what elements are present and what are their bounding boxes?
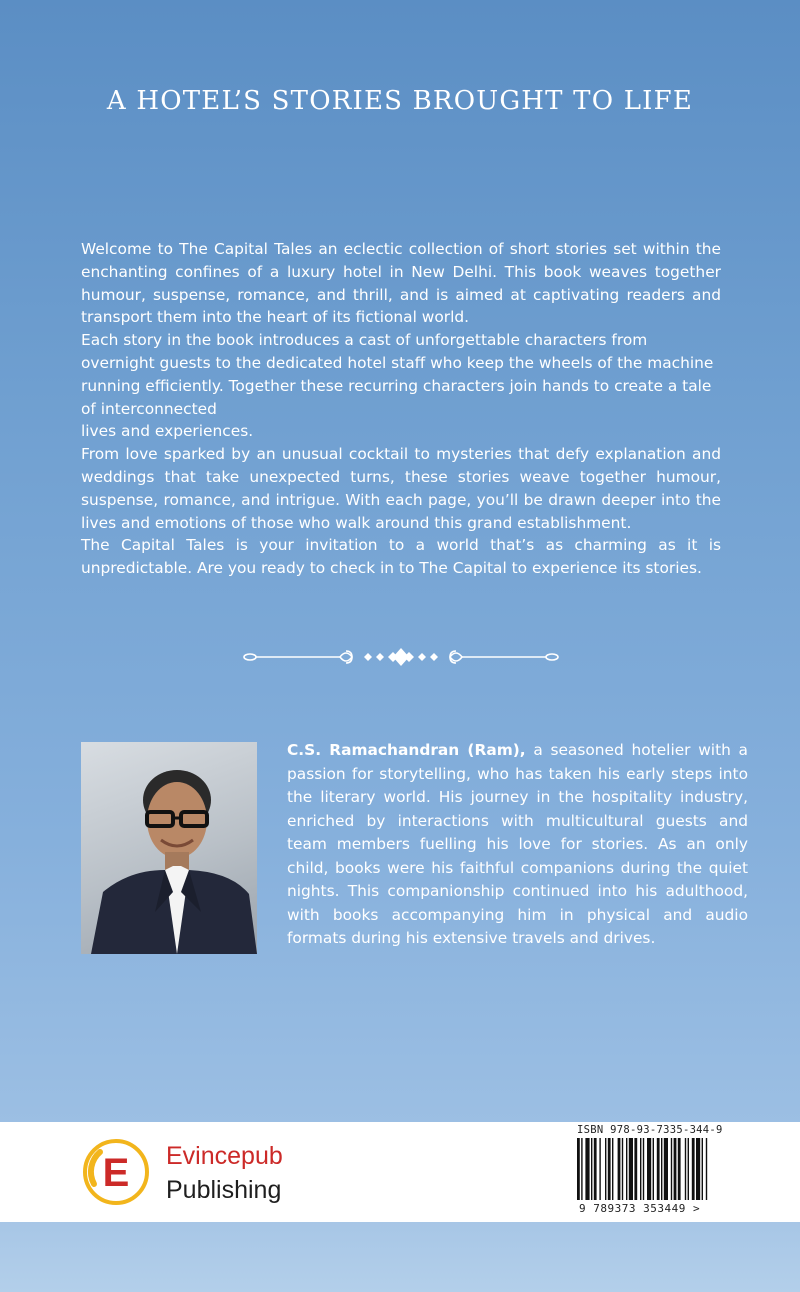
author-bio-text: a seasoned hotelier with a passion for storytelling, who has taken his early steps into the literary world. His journey in the hospitality industry, enriched by interactions with multicultural guests and team members fuelling his love for stories. As an only child, books were his faithful companions during the quiet nights. This companionship continued into his adulthood, with books accompanying him in physical and audio formats during his extensive travels and drives. [287,741,748,947]
cover-title: A HOTEL’S STORIES BROUGHT TO LIFE [106,86,694,116]
barcode-digits: 9 789373 353449 > [579,1202,701,1215]
isbn-barcode [575,1138,755,1200]
blurb-paragraph: From love sparked by an unusual cocktail to mysteries that defy explanation and weddings that take unexpected turns, these stories weave together humour, suspense, romance, and intrigue. With each page, you’ll be drawn deeper into the lives and emotions of those who walk around this grand establishment. [81,445,721,532]
isbn-label: ISBN 978-93-7335-344-9 [577,1124,723,1136]
publisher-logo-letter: E [102,1151,130,1195]
publisher-name-line2: Publishing [166,1176,282,1204]
cover-footer [0,1122,800,1222]
blurb-paragraph: Each story in the book introduces a cast of unforgettable characters from overnight guests to the dedicated hotel staff who keep the wheels of the machine running efficiently. Together these recurring characters join hands to create a tale of interconnected [81,331,714,418]
author-bio [287,739,748,951]
bottom-strip [0,1222,800,1292]
author-photo [81,742,257,954]
decorative-divider-ornament [242,645,560,669]
book-blurb [81,238,721,580]
blurb-paragraph: Welcome to The Capital Tales an eclectic collection of short stories set within the enchanting confines of a luxury hotel in New Delhi. This book weaves together humour, suspense, romance, and thrill, and is aimed at captivating readers and transport them into the heart of its fictional world. [81,240,721,327]
author-name: C.S. Ramachandran (Ram), [287,741,526,759]
blurb-paragraph: lives and experiences. [81,422,254,441]
publisher-name-line1: Evincepub [166,1142,283,1170]
publisher-logo-icon [80,1136,152,1208]
blurb-paragraph: The Capital Tales is your invitation to a world that’s as charming as it is unpredictable. Are you ready to check in to The Capital to experience its stories. [81,536,721,578]
